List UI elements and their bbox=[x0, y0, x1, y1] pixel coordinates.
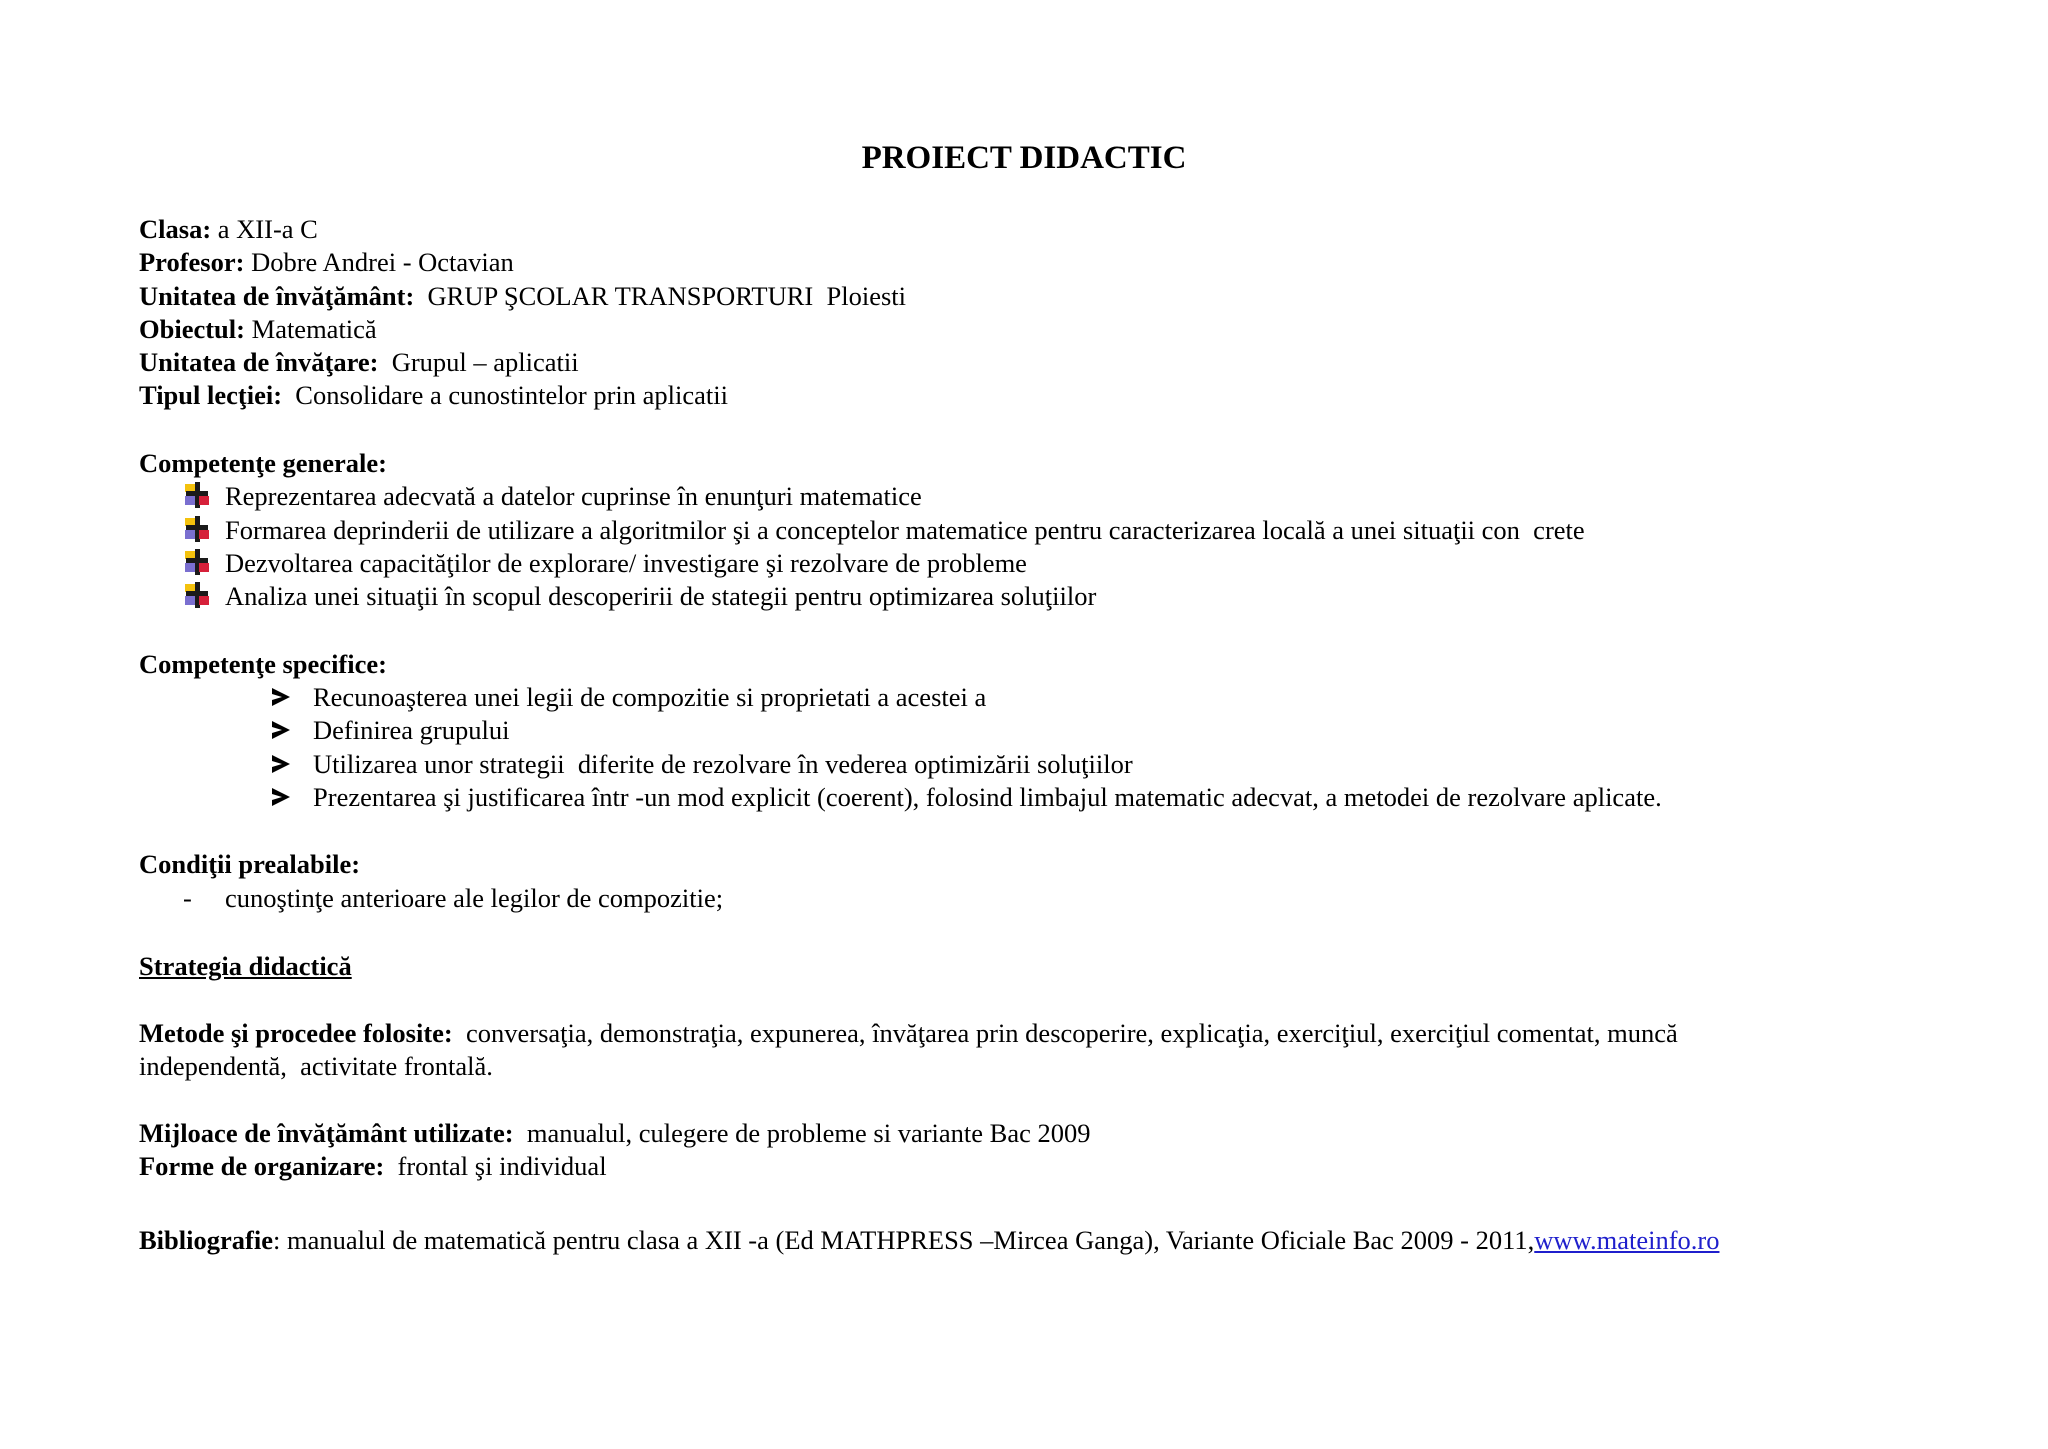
arrowhead-bullet-icon bbox=[272, 788, 290, 806]
info-label: Profesor: bbox=[139, 247, 245, 277]
colored-arrow-bullet-icon bbox=[183, 549, 211, 577]
info-label: Tipul lecţiei: bbox=[139, 380, 283, 410]
info-label: Unitatea de învăţare: bbox=[139, 347, 379, 377]
methods-value-cont: independentă, activitate frontală. bbox=[139, 1051, 493, 1081]
resources-label: Mijloace de învăţământ utilizate: bbox=[139, 1118, 514, 1148]
colored-arrow-bullet-icon bbox=[183, 482, 211, 510]
info-label: Obiectul: bbox=[139, 314, 245, 344]
methods-line bbox=[139, 1017, 1678, 1050]
resources-value: manualul, culegere de probleme si variante Bac 2009 bbox=[513, 1118, 1091, 1148]
info-value: GRUP ŞCOLAR TRANSPORTURI Ploiesti bbox=[414, 281, 906, 311]
organization-label: Forme de organizare: bbox=[139, 1151, 385, 1181]
arrowhead-bullet-icon bbox=[272, 721, 290, 739]
methods-label: Metode şi procedee folosite: bbox=[139, 1018, 453, 1048]
info-label: Unitatea de învăţământ: bbox=[139, 281, 415, 311]
organization-line bbox=[139, 1150, 607, 1183]
info-value: Grupul – aplicatii bbox=[378, 347, 579, 377]
arrowhead-bullet-icon bbox=[272, 755, 290, 773]
bibliography-value: : manualul de matematică pentru clasa a XII -a (Ed MATHPRESS –Mircea Ganga), Variante Oficiale Bac 2009 - 2011, bbox=[272, 1225, 1535, 1255]
methods-value: conversaţia, demonstraţia, expunerea, învăţarea prin descoperire, explicaţia, exerciţiul, exerciţiul comentat, muncă bbox=[452, 1018, 1678, 1048]
colored-arrow-bullet-icon bbox=[183, 582, 211, 610]
info-subject bbox=[139, 313, 377, 346]
bibliography-line bbox=[139, 1224, 1719, 1257]
bibliography-link[interactable]: www.mateinfo.ro bbox=[1534, 1225, 1720, 1255]
specific-competences-heading: Competenţe specifice: bbox=[139, 649, 387, 679]
general-competences-heading: Competenţe generale: bbox=[139, 448, 387, 478]
document-title: PROIECT DIDACTIC bbox=[861, 140, 1187, 176]
colored-arrow-bullet-icon bbox=[183, 516, 211, 544]
arrowhead-bullet-icon bbox=[272, 688, 290, 706]
organization-value: frontal şi individual bbox=[384, 1151, 607, 1181]
info-value: Consolidare a cunostintelor prin aplicatii bbox=[282, 380, 729, 410]
list-item: - cunoştinţe anterioare ale legilor de compozitie; bbox=[183, 883, 724, 913]
methods-line-2 bbox=[139, 1050, 493, 1083]
info-school bbox=[139, 280, 906, 313]
resources-line bbox=[139, 1117, 1091, 1150]
info-class bbox=[139, 213, 318, 246]
strategy-heading: Strategia didactică bbox=[139, 951, 352, 981]
info-value: Dobre Andrei - Octavian bbox=[244, 247, 514, 277]
document-page: PROIECT DIDACTIC Clasa: a XII-a C Profesor: Dobre Andrei - Octavian Unitatea de învăţământ: GRUP ŞCOLAR TRANSPORTURI Ploiesti Obiectul: Matematică Unitatea de învăţare: Grupul – aplicatii Tipul lecţiei: Consolidare a cunostintelor prin aplicatii Competenţe generale: Reprezentarea adecvată a datelor cuprinse în enunţuri matematice Formarea deprinderii de utilizare a algoritmilor şi a conceptelor matematice pentru caracterizarea locală a unei situaţii con crete Dezvoltarea capacităţilor de explorare/ investigare şi rezolvare de probleme Analiza unei situaţii în scopul descoperirii de stategii pentru optimizarea soluţiilor Competenţe specifice: Recunoaşterea unei legii de compozitie si proprietati a acestei a Definirea grupului Utilizarea unor strategii diferite de rezolvare în vederea optimizării soluţiilor Prezentarea şi justificarea într -un mod explicit (coerent), folosind limbajul matematic adecvat, a metodei de rezolvare aplicate. Condiţii prealabile: - cunoştinţe anterioare ale legilor de compozitie; Strategia didactică Metode şi procedee folosite: conversaţia, demonstraţia, expunerea, învăţarea prin descoperire, explicaţia, exerciţiul, exerciţiul comentat, muncă independentă, activitate frontală. Mijloace de învăţământ utilizate: manualul, culegere de probleme si variante Bac 2009 Forme de organizare: frontal şi individual Bibliografie: manualul de matematică pentru clasa a XII -a (Ed MATHPRESS –Mircea Ganga), Variante Oficiale Bac 2009 - 2011,www.mateinfo.ro bbox=[0, 0, 2048, 1449]
bibliography-label: Bibliografie bbox=[139, 1225, 273, 1255]
info-lesson-type bbox=[139, 379, 728, 412]
info-label: Clasa: bbox=[139, 214, 212, 244]
dash-bullet: - bbox=[183, 883, 192, 913]
info-teacher bbox=[139, 246, 514, 279]
info-value: a XII-a C bbox=[211, 214, 318, 244]
prerequisites-heading: Condiţii prealabile: bbox=[139, 849, 361, 879]
info-unit bbox=[139, 346, 579, 379]
info-value: Matematică bbox=[245, 314, 377, 344]
